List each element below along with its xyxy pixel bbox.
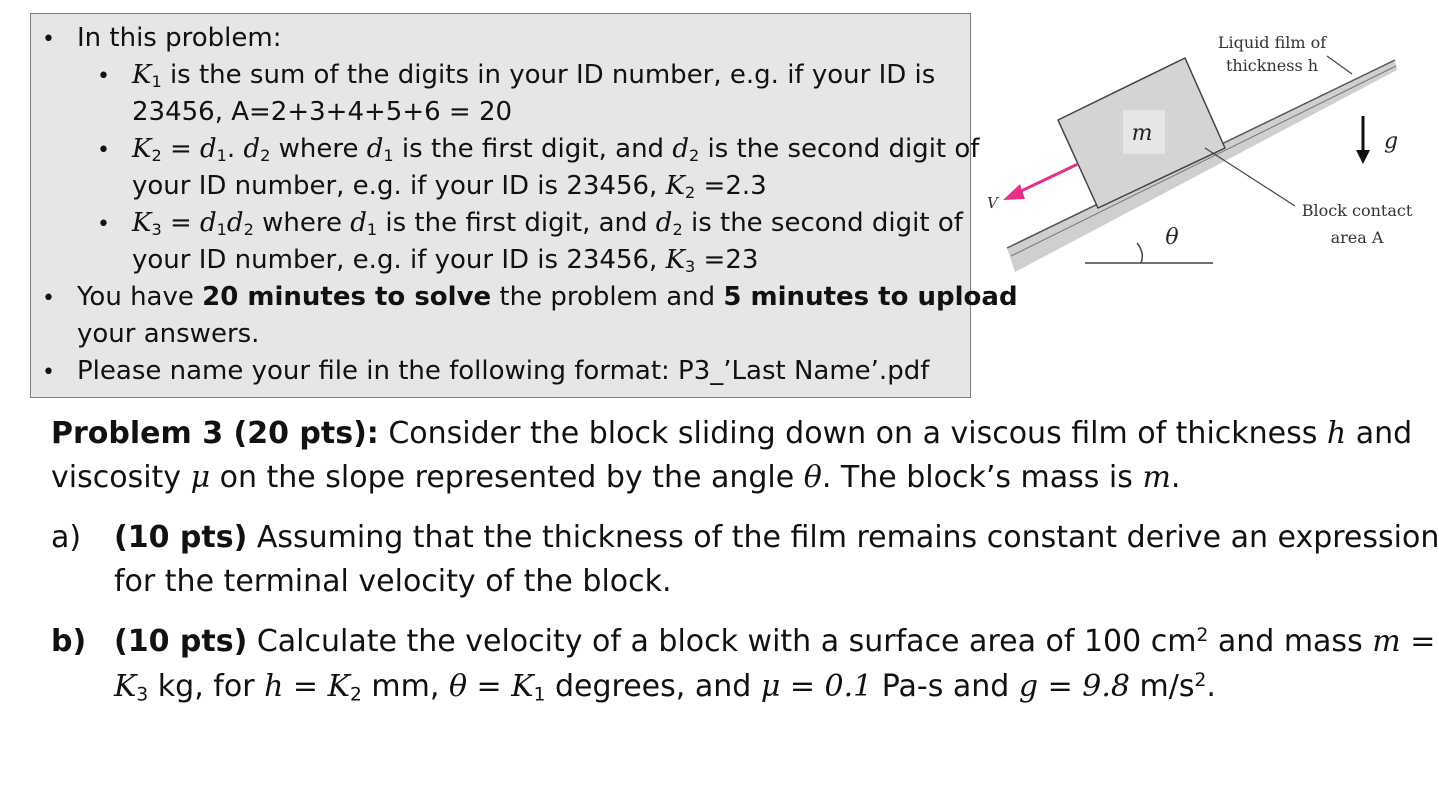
- bullet: •: [97, 64, 110, 89]
- part-b-line-2: $K_3$ kg, for $h = K_2$ mm, $\theta = K_1$ degrees, and μ = 0.1 Pa-s and g = 9.8 $m/s^2$.: [114, 669, 1216, 706]
- gravity-label: g: [1383, 129, 1399, 154]
- contact-leader-line: [1205, 148, 1295, 206]
- velocity-label: V: [987, 194, 998, 212]
- part-a-line-2: for the terminal velocity of the block.: [114, 564, 672, 599]
- part-b-line-1: (10 pts) Calculate the velocity of a block with a surface area of 100 $cm^2$ and mass m =: [114, 624, 1436, 659]
- k1-line-2: 23456, A=2+3+4+5+6 = 20: [132, 97, 513, 127]
- velocity-arrow: [1017, 164, 1078, 193]
- k2-line-2: your ID number, e.g. if your ID is 23456, $K_2 =2.3$: [132, 171, 767, 203]
- film-label-line-2: thickness h: [1225, 56, 1319, 75]
- contact-label-line-2: area A: [1330, 228, 1384, 247]
- k3-line-1: $K_3 = d_1d_2$ where $d_1$ is the first digit, and $d_2$ is the second digit of: [132, 208, 963, 240]
- problem-title-line: Problem 3 (20 pts): Consider the block sliding down on a viscous film of thickness h and: [51, 416, 1413, 451]
- mass-label: m: [1131, 121, 1153, 146]
- film-label-line-1: Liquid film of: [1217, 33, 1327, 52]
- time-line-2: your answers.: [77, 319, 260, 349]
- k2-line-1: $K_2 = d_1$. $d_2$ where $d_1$ is the first digit, and $d_2$ is the second digit of: [132, 134, 980, 166]
- velocity-arrow-head: [1003, 184, 1025, 200]
- k1-line-1: $K_1$ is the sum of the digits in your ID number, e.g. if your ID is: [132, 60, 936, 92]
- angle-label: θ: [1165, 225, 1179, 250]
- film-leader-line: [1327, 56, 1352, 74]
- filename-instruction: Please name your file in the following format: P3_’Last Name’.pdf: [77, 356, 930, 386]
- bullet: •: [97, 212, 110, 237]
- angle-arc: [1137, 243, 1142, 263]
- time-line-1: You have 20 minutes to solve the problem and 5 minutes to upload: [77, 282, 1018, 312]
- part-b-label: b): [51, 624, 87, 659]
- gravity-arrow-head: [1356, 150, 1370, 164]
- intro-text: In this problem:: [77, 23, 282, 53]
- instruction-box: [30, 13, 1018, 398]
- problem-line-2: viscosity μ on the slope represented by the angle θ. The block’s mass is m.: [51, 460, 1181, 495]
- contact-label-line-1: Block contact: [1301, 201, 1413, 220]
- bullet: •: [42, 286, 55, 311]
- part-a-label: a): [51, 520, 82, 555]
- bullet: •: [97, 138, 110, 163]
- inclined-block-figure: [985, 20, 1425, 280]
- bullet: •: [42, 27, 55, 52]
- part-a-line-1: (10 pts) Assuming that the thickness of the film remains constant derive an expression: [114, 520, 1439, 555]
- bullet: •: [42, 360, 55, 385]
- k3-line-2: your ID number, e.g. if your ID is 23456, $K_3 =23$: [132, 245, 759, 277]
